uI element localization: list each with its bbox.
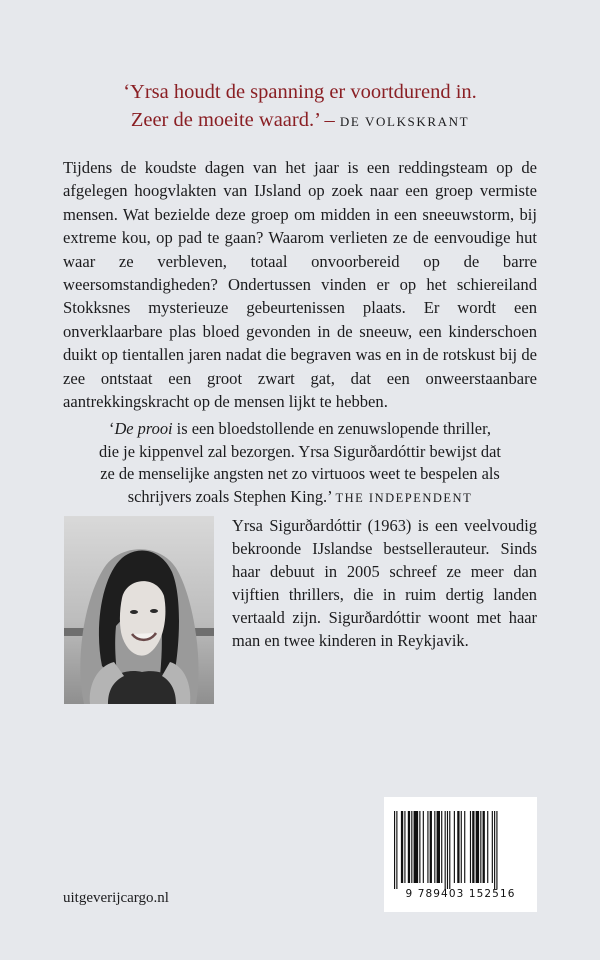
author-photo bbox=[64, 516, 214, 704]
barcode-bar bbox=[401, 811, 403, 883]
review-quote: ‘De prooi is een bloedstollende en zenuwslopende thriller, die je kippenvel zal bezorgen. Yrsa Sigurðardóttir bewijst dat ze de menselijke angsten net zo virtuoos weet te bespelen als schrijvers zoals Stephen King.’ THE INDEPENDENT bbox=[99, 419, 501, 506]
barcode-bar bbox=[419, 811, 420, 883]
barcode-bars bbox=[394, 811, 527, 889]
barcode-bar bbox=[414, 811, 419, 883]
author-name: Yrsa Sigurðardóttir bbox=[232, 516, 362, 535]
barcode-bar bbox=[437, 811, 440, 883]
top-quote bbox=[0, 78, 600, 136]
barcode-bar bbox=[496, 811, 497, 889]
barcode-bar bbox=[461, 811, 462, 883]
barcode-bar bbox=[476, 811, 479, 883]
barcode-bar bbox=[447, 811, 448, 889]
barcode-bar bbox=[494, 811, 495, 889]
barcode-bar bbox=[449, 811, 450, 889]
review-source: THE INDEPENDENT bbox=[335, 490, 473, 505]
barcode-bar bbox=[457, 811, 459, 883]
top-quote-line-1: ‘Yrsa houdt de spanning er voortdurend in. bbox=[123, 81, 477, 103]
barcode-bar bbox=[394, 811, 395, 889]
barcode-bar bbox=[470, 811, 471, 883]
barcode-bar bbox=[480, 811, 481, 883]
barcode-bar bbox=[411, 811, 412, 883]
barcode-digits: 9 789403 152516 bbox=[405, 888, 516, 900]
author-bio bbox=[232, 514, 537, 652]
blurb-text: Tijdens de koudste dagen van het jaar is een reddingsteam op de afgelegen hoogvlakten van IJsland op zoek naar een groep vermiste mensen. Wat bezielde deze groep om midden in een sneeuwstorm, bij extreme kou, op pad te gaan? Waarom verlieten ze de eenvoudige hut waar ze verbleven, totaal onvoorbereid op de barre weersomstandigheden? Ondertussen vinden er op het schiereiland Stokksnes mysterieuze gebeurtenissen plaats. Er wordt een onverklaarbare plas bloed gevonden in de sneeuw, een kinderschoen duikt op tientallen jaren nadat die begraven was en in de rotskust bij de zee ontstaat een groot zwart gat, dat een onweerstaanbare aantrekkingskracht op de mensen lijkt te hebben. bbox=[63, 158, 537, 412]
author-bio-text: (1963) is een veelvoudig bekroonde IJslandse bestsellerauteur. Sinds haar debuut in 2005 schreef ze meer dan vijftien thrillers, die in ruim dertig landen vertaald zijn. Sigurðardóttir woont met haar man en twee kinderen in Reykjavik. bbox=[232, 516, 537, 650]
barcode-bar bbox=[445, 811, 446, 889]
barcode-bar bbox=[434, 811, 435, 883]
barcode-bar bbox=[483, 811, 485, 883]
barcode-bar bbox=[464, 811, 465, 883]
barcode-bar bbox=[441, 811, 442, 883]
barcode-bar bbox=[492, 811, 493, 883]
barcode-bar bbox=[423, 811, 424, 883]
barcode-bar bbox=[487, 811, 488, 883]
barcode-bar bbox=[408, 811, 410, 883]
top-quote-source: DE VOLKSKRANT bbox=[339, 114, 470, 129]
barcode-bar bbox=[454, 811, 455, 883]
barcode bbox=[384, 797, 537, 912]
barcode-bar bbox=[472, 811, 474, 883]
barcode-bar bbox=[427, 811, 428, 883]
barcode-bar bbox=[404, 811, 405, 883]
top-quote-line-2: Zeer de moeite waard.’ – bbox=[130, 109, 335, 131]
barcode-bar bbox=[396, 811, 397, 889]
book-title: De prooi bbox=[114, 419, 173, 438]
publisher-website[interactable]: uitgeverijcargo.nl bbox=[63, 890, 169, 906]
barcode-bar bbox=[430, 811, 432, 883]
